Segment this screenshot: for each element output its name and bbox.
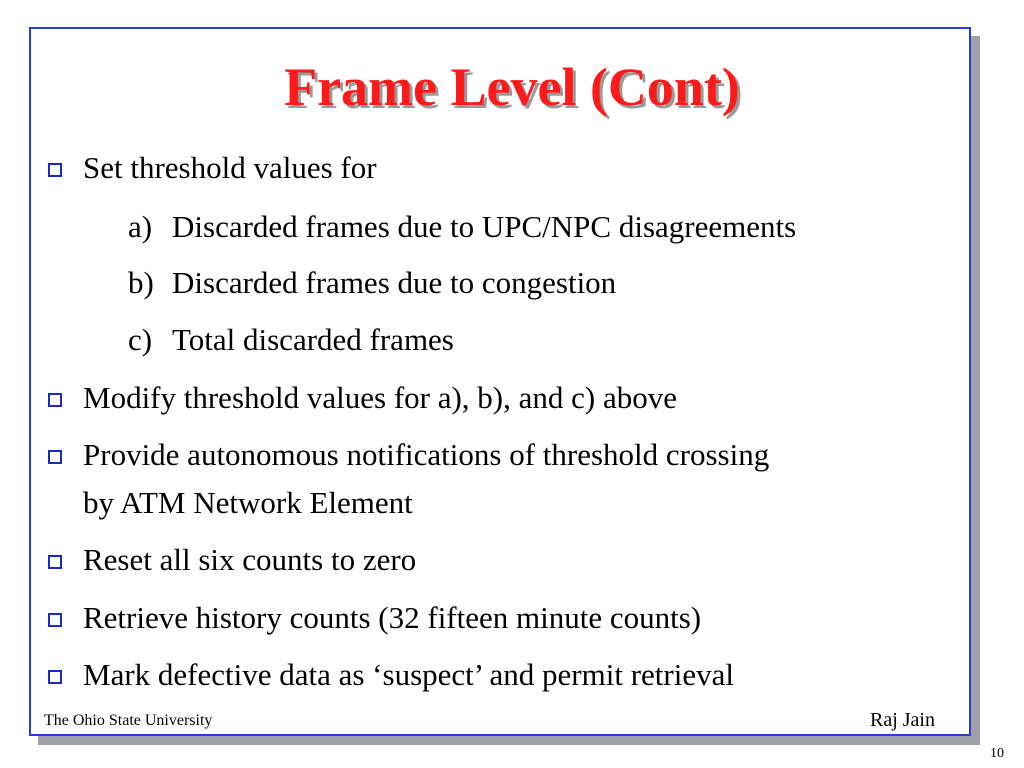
bullet-text: Retrieve history counts (32 fifteen minute counts) [83, 600, 702, 635]
square-bullet-icon [48, 450, 62, 464]
footer-author: Raj Jain [870, 709, 935, 731]
sub-item-text: Total discarded frames [172, 322, 454, 357]
sub-item-marker: a) [128, 209, 153, 244]
sub-item-marker: b) [128, 265, 154, 300]
sub-item-marker: c) [128, 322, 153, 357]
page-number: 10 [990, 746, 1004, 761]
sub-item-text: Discarded frames due to UPC/NPC disagreements [172, 209, 797, 244]
bullet-text: Reset all six counts to zero [83, 542, 417, 577]
bullet-text: Mark defective data as ‘suspect’ and permit retrieval [83, 657, 734, 692]
footer-institution: The Ohio State University [44, 712, 213, 729]
slide-title: Frame Level (Cont) [284, 57, 740, 117]
square-bullet-icon [48, 393, 62, 407]
square-bullet-icon [48, 163, 62, 177]
bullet-text: Provide autonomous notifications of threshold crossing [83, 437, 770, 472]
sub-item-text: Discarded frames due to congestion [172, 265, 617, 300]
square-bullet-icon [48, 613, 62, 627]
bullet-text: Modify threshold values for a), b), and c) above [83, 380, 677, 415]
bullet-text: Set threshold values for [83, 150, 377, 185]
square-bullet-icon [48, 555, 62, 569]
square-bullet-icon [48, 670, 62, 684]
bullet-text-continued: by ATM Network Element [83, 485, 413, 520]
